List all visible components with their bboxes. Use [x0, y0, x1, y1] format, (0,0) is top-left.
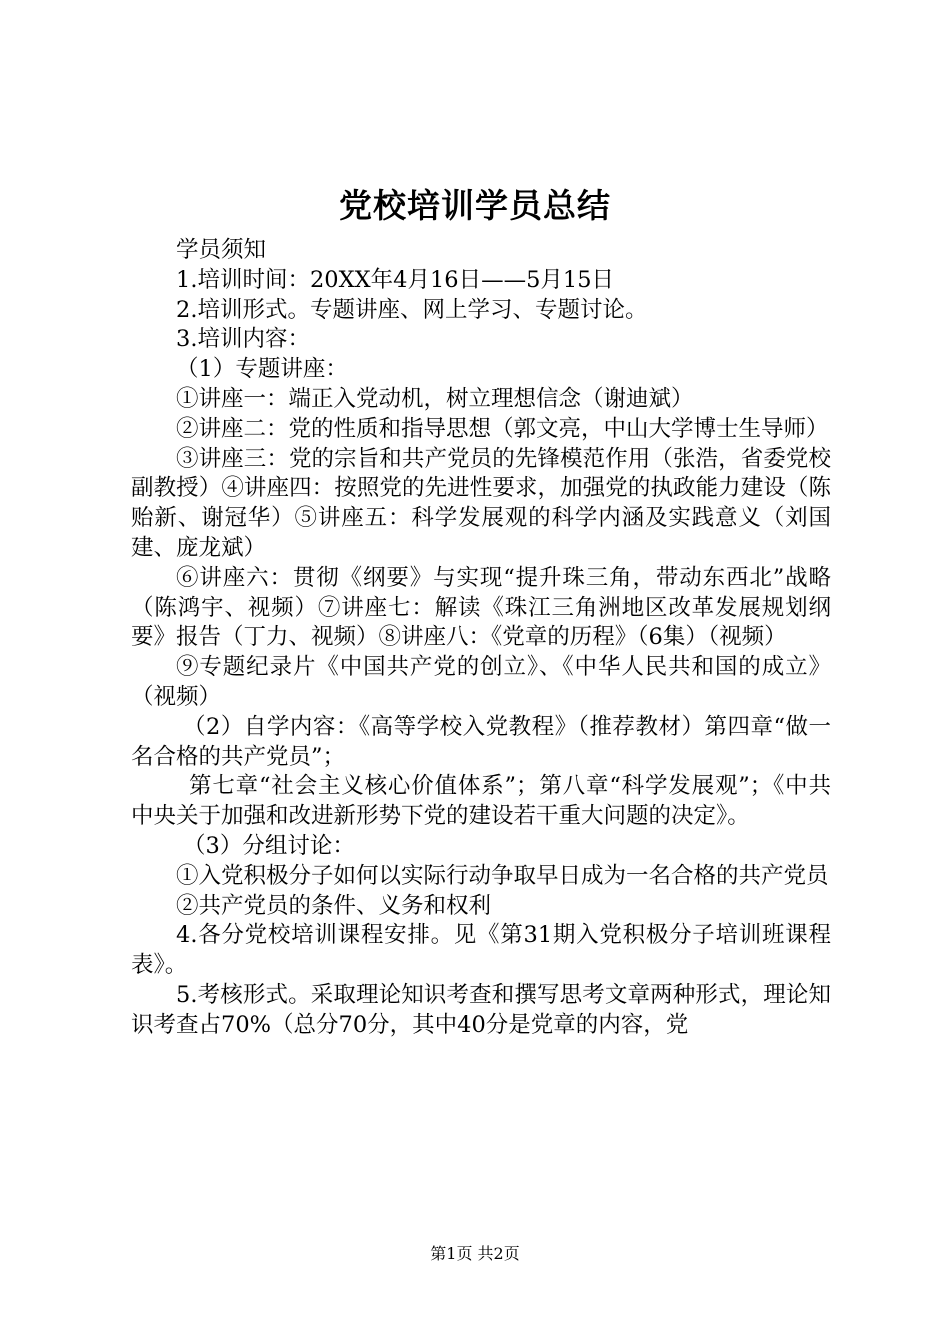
paragraph: （1）专题讲座：	[176, 356, 348, 383]
paragraph: 学员须知	[176, 237, 267, 263]
paragraph: ①讲座一：端正入党动机，树立理想信念（谢迪斌）	[176, 385, 694, 412]
paragraph: 2.培训形式。专题讲座、网上学习、专题讨论。	[176, 296, 648, 323]
paragraph: （3）分组讨论：	[183, 832, 355, 859]
paragraph: 1.培训时间：20XX年4月16日——5月15日	[176, 266, 615, 293]
paragraph: ⑥讲座六：贯彻《纲要》与实现“提升珠三角，带动东西北”战略（陈鸿宇、视频）⑦讲座七：解读《珠江三角洲地区改革发展规划纲要》报告（丁力、视频）⑧讲座八：《党章的历程》（6集）（视频）	[131, 564, 831, 651]
document-body	[131, 236, 831, 1041]
paragraph: 4.各分党校培训课程安排。见《第31期入党积极分子培训班课程表》。	[131, 922, 831, 979]
document-title: 党校培训学员总结	[339, 186, 611, 225]
paragraph: ①入党积极分子如何以实际行动争取早日成为一名合格的共产党员	[176, 862, 829, 889]
paragraph: （2）自学内容：《高等学校入党教程》（推荐教材）第四章“做一名合格的共产党员”；	[131, 713, 831, 770]
paragraph: ⑨专题纪录片《中国共产党的创立》、《中华人民共和国的成立》（视频）	[131, 654, 831, 710]
paragraph: ②讲座二：党的性质和指导思想（郭文亮，中山大学博士生导师）	[176, 415, 829, 442]
paragraph: ②共产党员的条件、义务和权利	[176, 892, 492, 919]
paragraph: 第七章“社会主义核心价值体系”；第八章“科学发展观”；《中共中央关于加强和改进新形势下党的建设若干重大问题的决定》。	[131, 773, 831, 830]
paragraph: 5.考核形式。采取理论知识考查和撰写思考文章两种形式，理论知识考查占70%（总分70分，其中40分是党章的内容，党	[131, 981, 831, 1038]
page-footer: 第1页 共2页	[430, 1244, 520, 1263]
paragraph: 3.培训内容：	[176, 326, 310, 353]
paragraph: ③讲座三：党的宗旨和共产党员的先锋模范作用（张浩，省委党校副教授）④讲座四：按照党的先进性要求，加强党的执政能力建设（陈贻新、谢冠华）⑤讲座五：科学发展观的科学内涵及实践意义（刘国建、庞龙斌）	[131, 445, 831, 561]
